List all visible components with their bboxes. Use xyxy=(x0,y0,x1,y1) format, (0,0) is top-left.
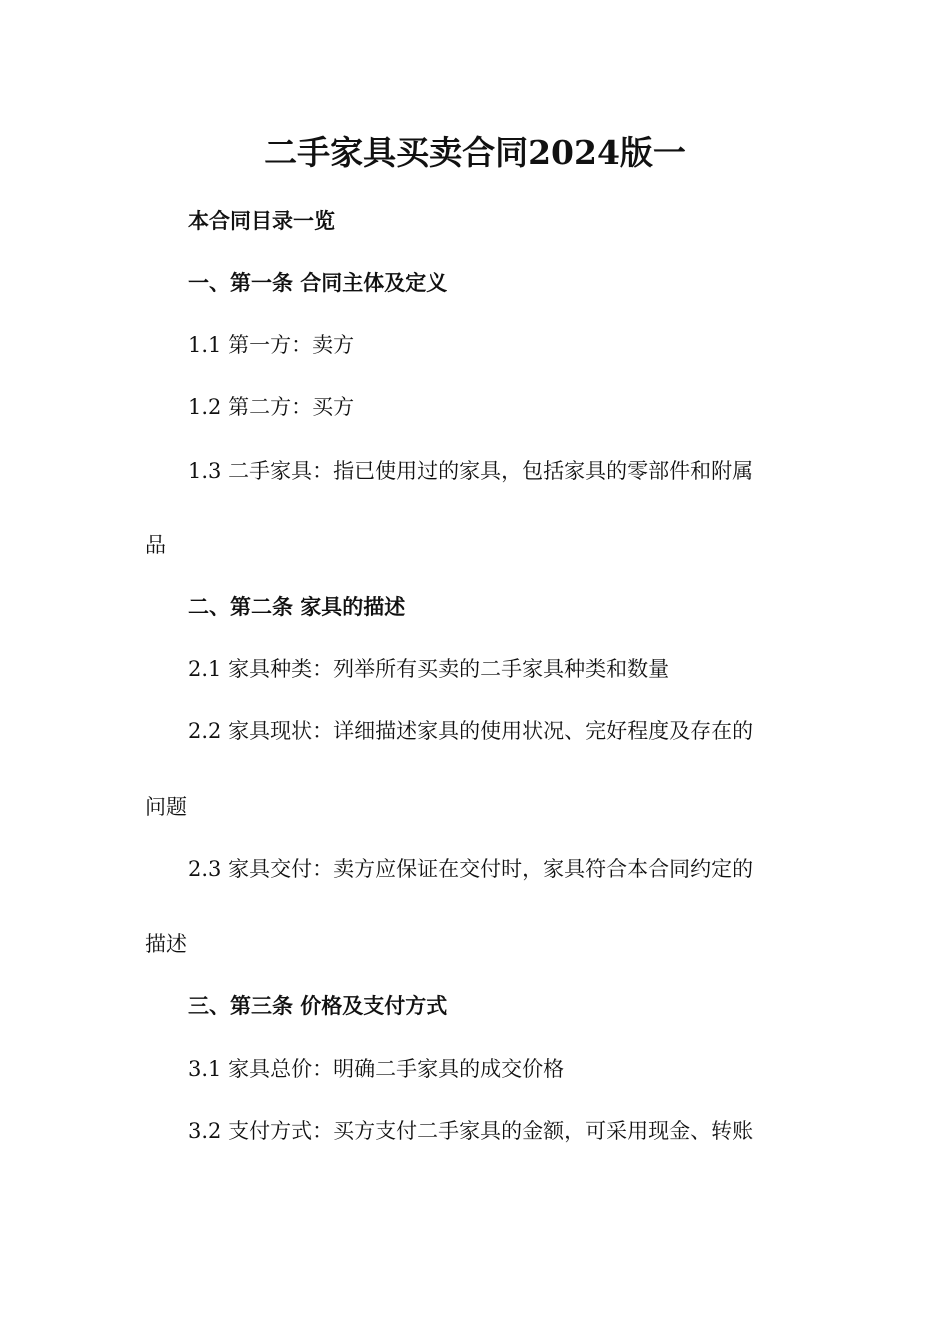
clause-2-3: 2.3 家具交付：卖方应保证在交付时，家具符合本合同约定的 xyxy=(188,857,754,881)
section-heading-3: 三、第三条 价格及支付方式 xyxy=(188,993,448,1018)
clause-1-3-continued: 品 xyxy=(145,533,166,557)
clause-1-3: 1.3 二手家具：指已使用过的家具，包括家具的零部件和附属 xyxy=(188,459,754,483)
clause-2-1: 2.1 家具种类：列举所有买卖的二手家具种类和数量 xyxy=(188,657,670,681)
clause-1-1: 1.1 第一方：卖方 xyxy=(188,333,355,357)
document-title: 二手家具买卖合同2024版一 xyxy=(264,133,686,172)
toc-heading: 本合同目录一览 xyxy=(188,208,335,233)
clause-3-2: 3.2 支付方式：买方支付二手家具的金额，可采用现金、转账 xyxy=(188,1119,754,1143)
clause-2-2: 2.2 家具现状：详细描述家具的使用状况、完好程度及存在的 xyxy=(188,719,754,743)
section-heading-1: 一、第一条 合同主体及定义 xyxy=(188,270,448,295)
clause-3-1: 3.1 家具总价：明确二手家具的成交价格 xyxy=(188,1057,565,1081)
section-heading-2: 二、第二条 家具的描述 xyxy=(188,594,406,619)
clause-1-2: 1.2 第二方：买方 xyxy=(188,395,355,419)
clause-2-3-continued: 描述 xyxy=(145,932,187,956)
clause-2-2-continued: 问题 xyxy=(145,795,187,819)
